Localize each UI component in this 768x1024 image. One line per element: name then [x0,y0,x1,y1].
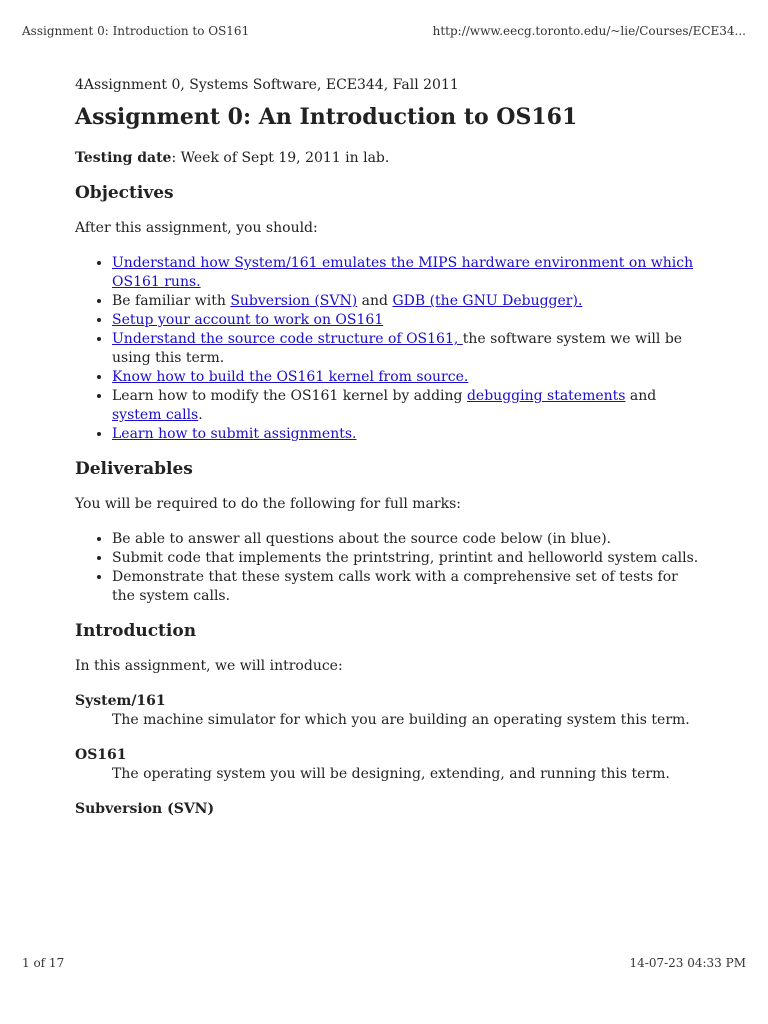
list-item [112,311,705,330]
document-body [75,76,705,819]
term-system161: System/161 [75,693,166,709]
link-setup-account[interactable]: Setup your account to work on OS161 [112,312,384,328]
list-item [112,368,705,387]
term-subversion: Subversion (SVN) [75,801,215,817]
term-os161: OS161 [75,747,127,763]
list-item: • Submit code that implements the printstring, printint and helloworld system calls. [112,549,705,568]
testing-date [75,149,705,168]
print-footer [22,956,746,970]
header-url: http://www.eecg.toronto.edu/~lie/Courses/ECE34... [432,24,746,38]
item-text: and [357,293,393,309]
link-mips-emulation[interactable]: Understand how System/161 emulates the MIPS hardware environment on which OS161 runs. [112,255,694,290]
list-item [112,387,705,425]
link-build-kernel[interactable]: Know how to build the OS161 kernel from source. [112,369,469,385]
desc-os161: The operating system you will be designing, extending, and running this term. [112,766,670,782]
print-timestamp: 14-07-23 04:33 PM [629,956,746,970]
objectives-intro: After this assignment, you should: [75,220,318,236]
link-gdb[interactable]: GDB (the GNU Debugger). [392,293,583,309]
desc-system161: The machine simulator for which you are building an operating system this term. [112,712,690,728]
link-source-structure[interactable]: Understand the source code structure of OS161, [112,331,463,347]
link-submit-assignments[interactable]: Learn how to submit assignments. [112,426,357,442]
item-text: Learn how to modify the OS161 kernel by adding [112,388,467,404]
print-header [22,24,746,38]
link-debugging-statements[interactable]: debugging statements [466,388,626,404]
definition-list [75,692,705,819]
link-system-calls[interactable]: system calls [112,407,199,423]
testing-date-label: Testing date [75,150,172,166]
header-title: Assignment 0: Introduction to OS161 [22,24,250,38]
objectives-heading: Objectives [75,183,174,203]
introduction-heading: Introduction [75,621,197,641]
introduction-intro: In this assignment, we will introduce: [75,658,343,674]
list-item [112,254,705,292]
list-item [112,330,705,368]
list-item: • Demonstrate that these system calls work with a comprehensive set of tests for the system calls. [112,568,705,606]
item-text: and [625,388,657,404]
page-count: 1 of 17 [22,956,65,970]
deliverables-intro: You will be required to do the following for full marks: [75,496,461,512]
list-item: • Be able to answer all questions about the source code below (in blue). [112,530,705,549]
deliverables-heading: Deliverables [75,459,193,479]
item-text: . [198,407,203,423]
link-subversion[interactable]: Subversion (SVN) [230,293,358,309]
list-item [112,292,705,311]
objectives-list [75,254,705,444]
pretitle: 4Assignment 0, Systems Software, ECE344, Fall 2011 [75,77,459,93]
page-title: Assignment 0: An Introduction to OS161 [75,104,578,130]
item-text: Be familiar with [112,293,231,309]
list-item [112,425,705,444]
testing-date-value: : Week of Sept 19, 2011 in lab. [171,150,390,166]
deliverables-list [75,530,705,606]
item-text: the software system we will be using this term. [112,331,683,366]
